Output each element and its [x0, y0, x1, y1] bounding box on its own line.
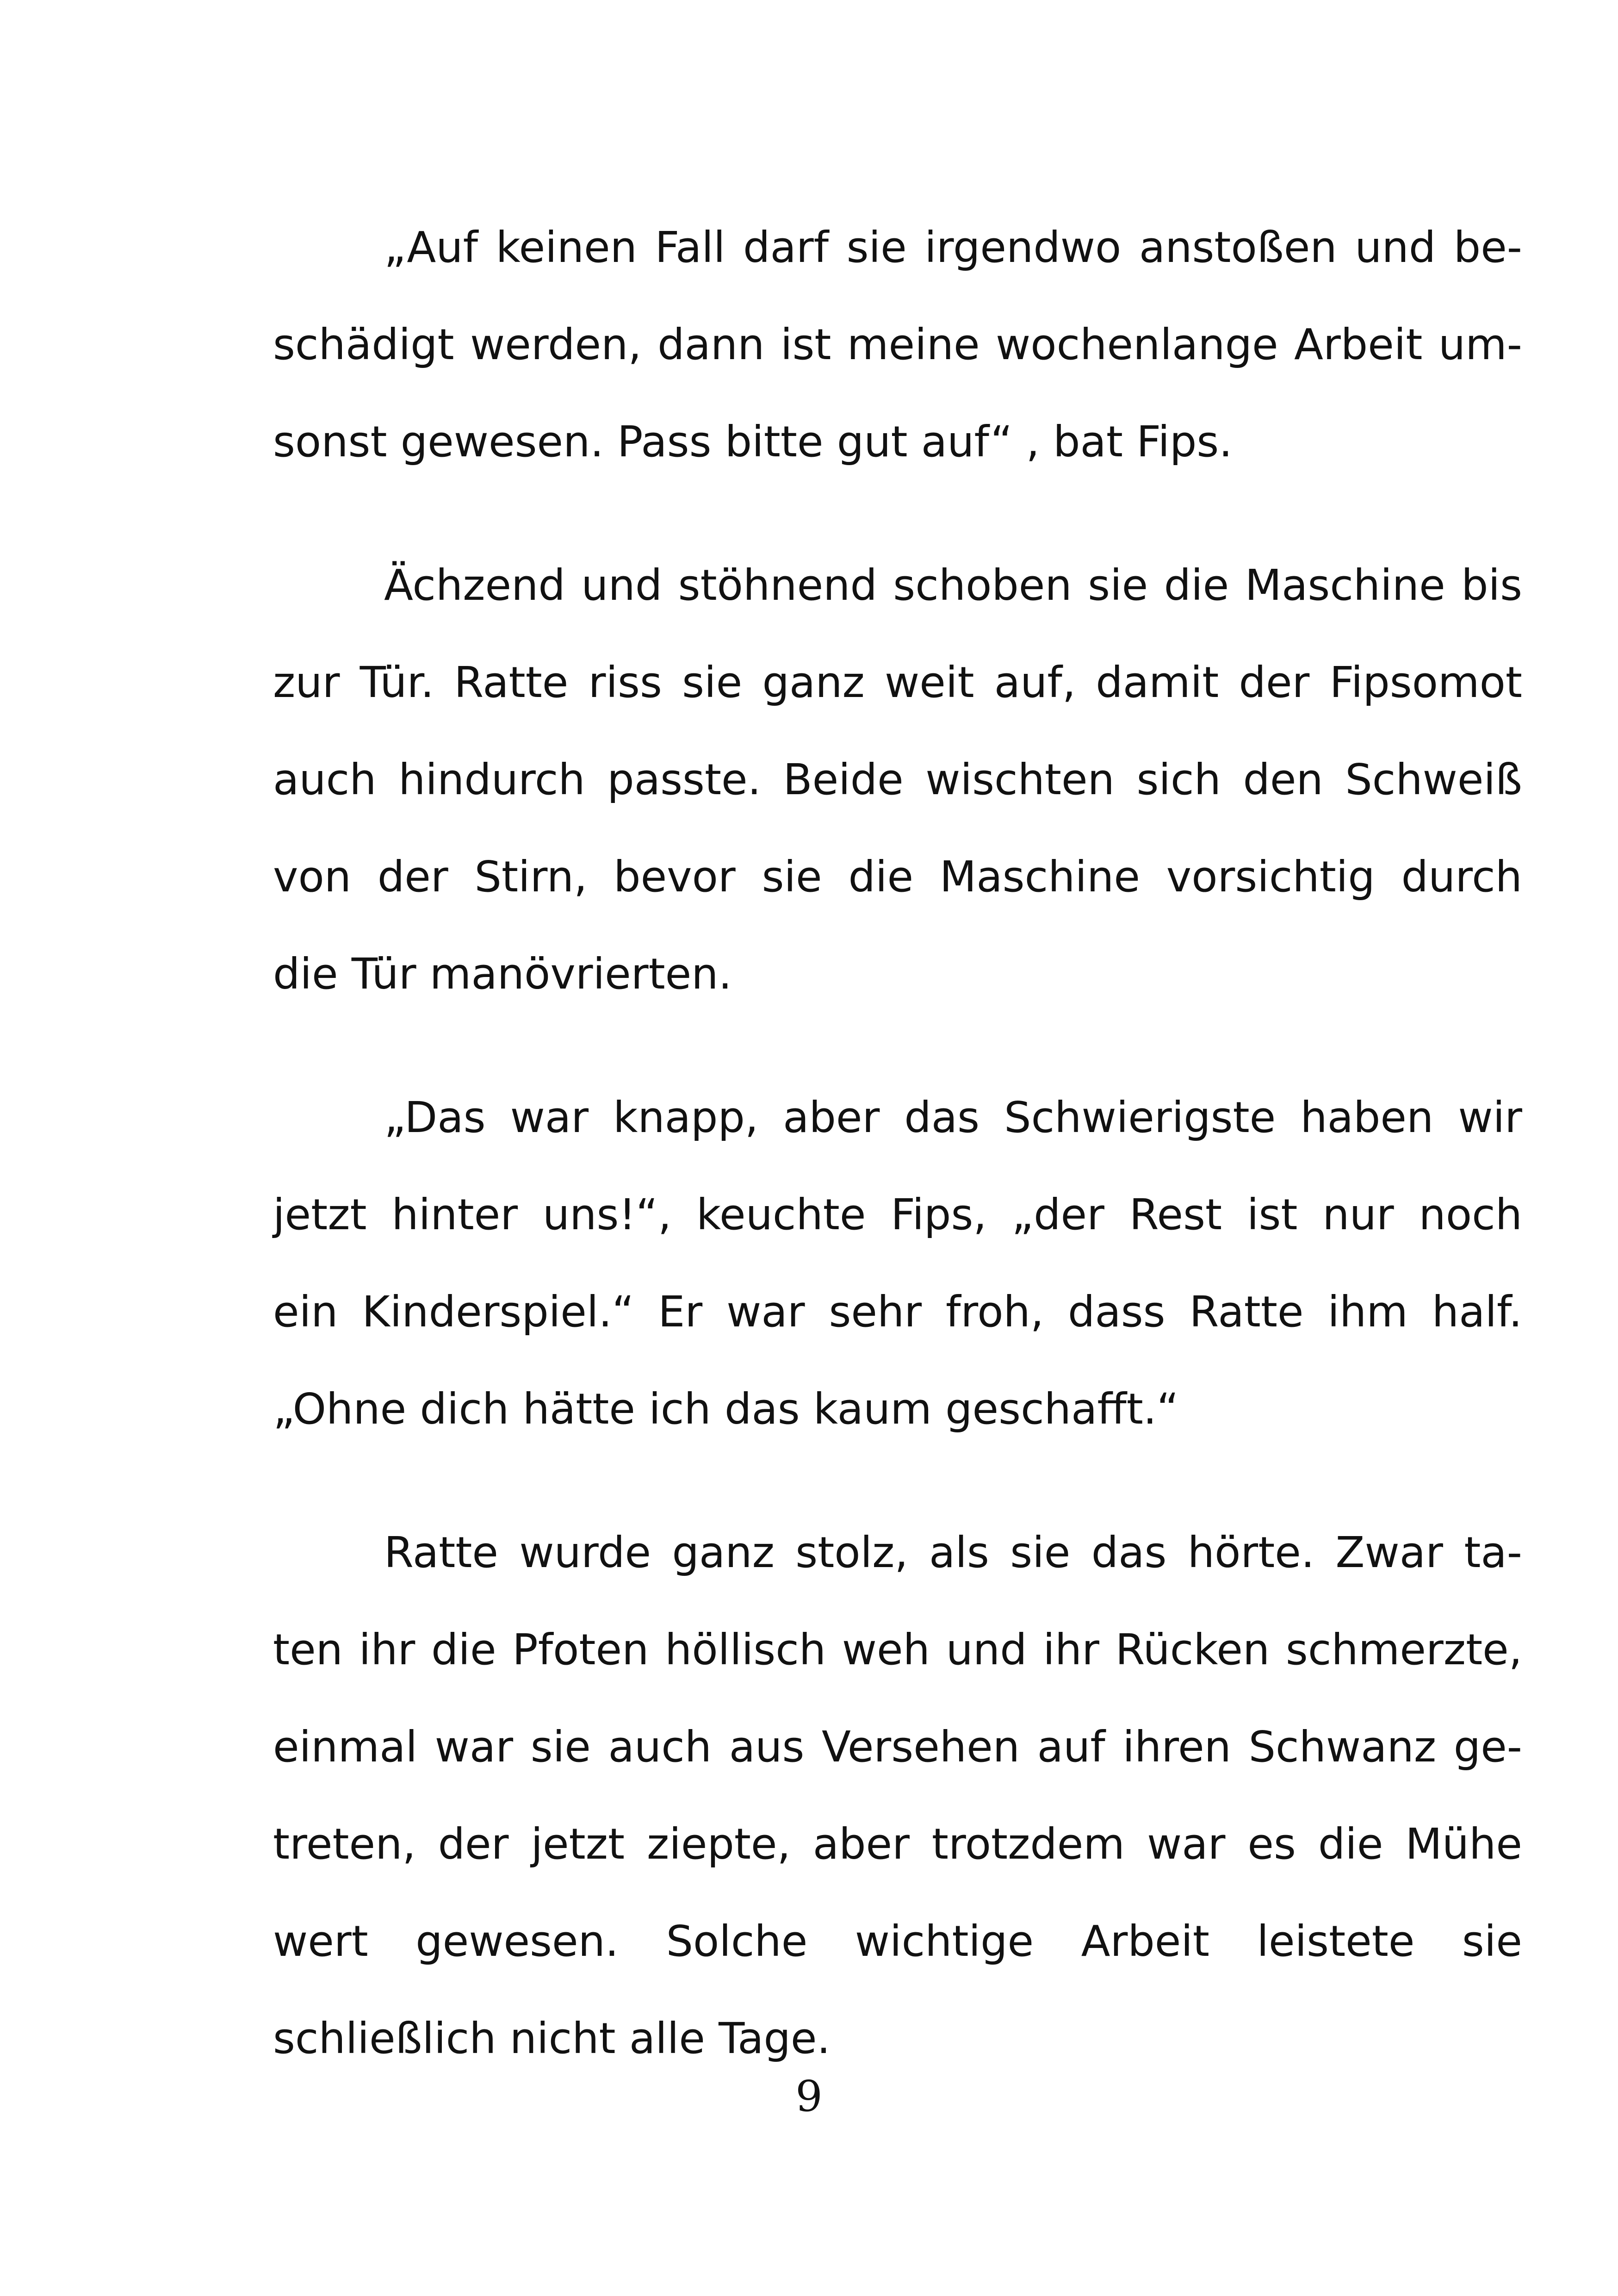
text-line: einmal war sie auch aus Versehen auf ihren Schwanz ge-: [273, 1722, 1522, 1772]
paragraph: [273, 537, 1522, 1023]
paragraph: [273, 1504, 1522, 2087]
text-line: Ächzend und stöhnend schoben sie die Maschine bis: [384, 560, 1522, 610]
paragraph: [273, 199, 1522, 491]
text-line: ten ihr die Pfoten höllisch weh und ihr Rücken schmerzte,: [273, 1625, 1522, 1674]
text-line: Ratte wurde ganz stolz, als sie das hörte. Zwar ta-: [384, 1528, 1522, 1577]
paragraph-gap: [273, 1458, 1522, 1504]
text-line: „Ohne dich hätte ich das kaum geschafft.“: [273, 1384, 1179, 1434]
paragraph: [273, 1069, 1522, 1458]
text-line: die Tür manövrierten.: [273, 949, 732, 999]
text-line: auch hindurch passte. Beide wischten sich den Schweiß: [273, 755, 1522, 804]
text-line: „Das war knapp, aber das Schwierigste haben wir: [384, 1093, 1522, 1142]
text-line: schädigt werden, dann ist meine wochenlange Arbeit um-: [273, 320, 1522, 369]
text-line: schließlich nicht alle Tage.: [273, 2014, 831, 2063]
body-text: [273, 199, 1522, 2087]
text-line: treten, der jetzt ziepte, aber trotzdem war es die Mühe: [273, 1819, 1522, 1869]
text-line: wert gewesen. Solche wichtige Arbeit leistete sie: [273, 1916, 1522, 1966]
text-line: ein Kinderspiel.“ Er war sehr froh, dass Ratte ihm half.: [273, 1287, 1522, 1337]
text-line: zur Tür. Ratte riss sie ganz weit auf, damit der Fipsomot: [273, 658, 1522, 707]
paragraph-gap: [273, 491, 1522, 537]
page-number: 9: [795, 2072, 823, 2121]
text-line: sonst gewesen. Pass bitte gut auf“ , bat Fips.: [273, 417, 1233, 467]
text-line: jetzt hinter uns!“, keuchte Fips, „der Rest ist nur noch: [273, 1190, 1522, 1239]
paragraph-gap: [273, 1023, 1522, 1069]
text-line: von der Stirn, bevor sie die Maschine vorsichtig durch: [273, 852, 1522, 902]
text-line: „Auf keinen Fall darf sie irgendwo anstoßen und be-: [384, 223, 1522, 272]
